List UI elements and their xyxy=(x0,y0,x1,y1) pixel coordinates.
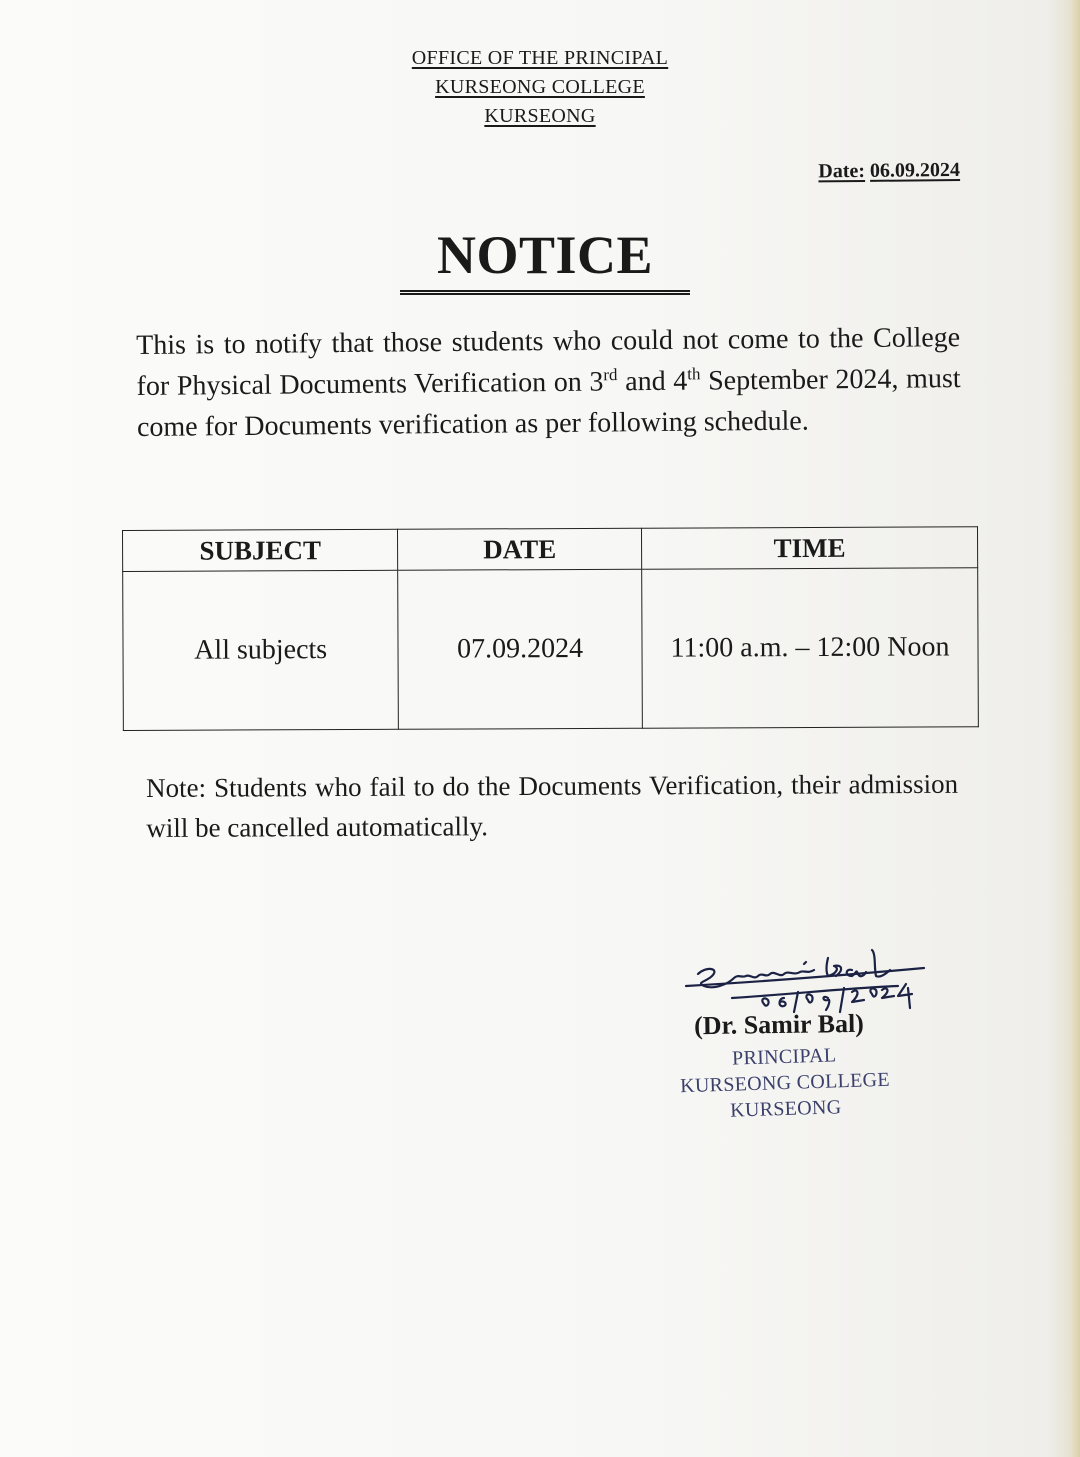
handwritten-signature xyxy=(676,938,936,1018)
office-header xyxy=(340,44,740,131)
date-label: Date: xyxy=(818,159,866,183)
body-text-1: This is to notify that those students who could not come to the College for Physical Documents Verification on 3 xyxy=(136,322,961,402)
table-row xyxy=(123,568,979,731)
header-line-office: OFFICE OF THE PRINCIPAL xyxy=(411,47,669,69)
header-line-place: KURSEONG xyxy=(484,105,596,127)
stamp-line-title: PRINCIPAL xyxy=(731,1044,837,1070)
notice-body xyxy=(136,317,961,448)
body-text-2: and 4 xyxy=(617,365,688,398)
date-value: 06.09.2024 xyxy=(869,158,961,182)
paper-edge xyxy=(1072,0,1080,1457)
notice-note: Note: Students who fail to do the Documents Verification, their admission will be cancelled automatically. xyxy=(146,768,959,843)
cell-date: 07.09.2024 xyxy=(398,569,642,729)
header-date: DATE xyxy=(398,528,642,570)
stamp-line-college: KURSEONG COLLEGE xyxy=(679,1068,891,1098)
body-sup-th: th xyxy=(687,364,701,384)
header-line-college: KURSEONG COLLEGE xyxy=(435,76,645,98)
cell-time: 11:00 a.m. – 12:00 Noon xyxy=(642,568,979,728)
body-text-3: September 2024, must come for Documents verification as per following schedule. xyxy=(136,363,961,443)
schedule-table xyxy=(122,526,979,731)
header-time: TIME xyxy=(641,527,977,569)
table-header-row xyxy=(123,527,978,572)
header-subject: SUBJECT xyxy=(123,529,398,571)
stamp-line-place: KURSEONG xyxy=(729,1096,842,1122)
notice-date xyxy=(760,159,960,184)
signatory-name: (Dr. Samir Bal) xyxy=(693,1008,865,1041)
principal-stamp xyxy=(659,1040,911,1126)
cell-subject: All subjects xyxy=(123,570,399,730)
notice-title: NOTICE xyxy=(400,224,690,295)
body-sup-rd: rd xyxy=(603,365,618,385)
